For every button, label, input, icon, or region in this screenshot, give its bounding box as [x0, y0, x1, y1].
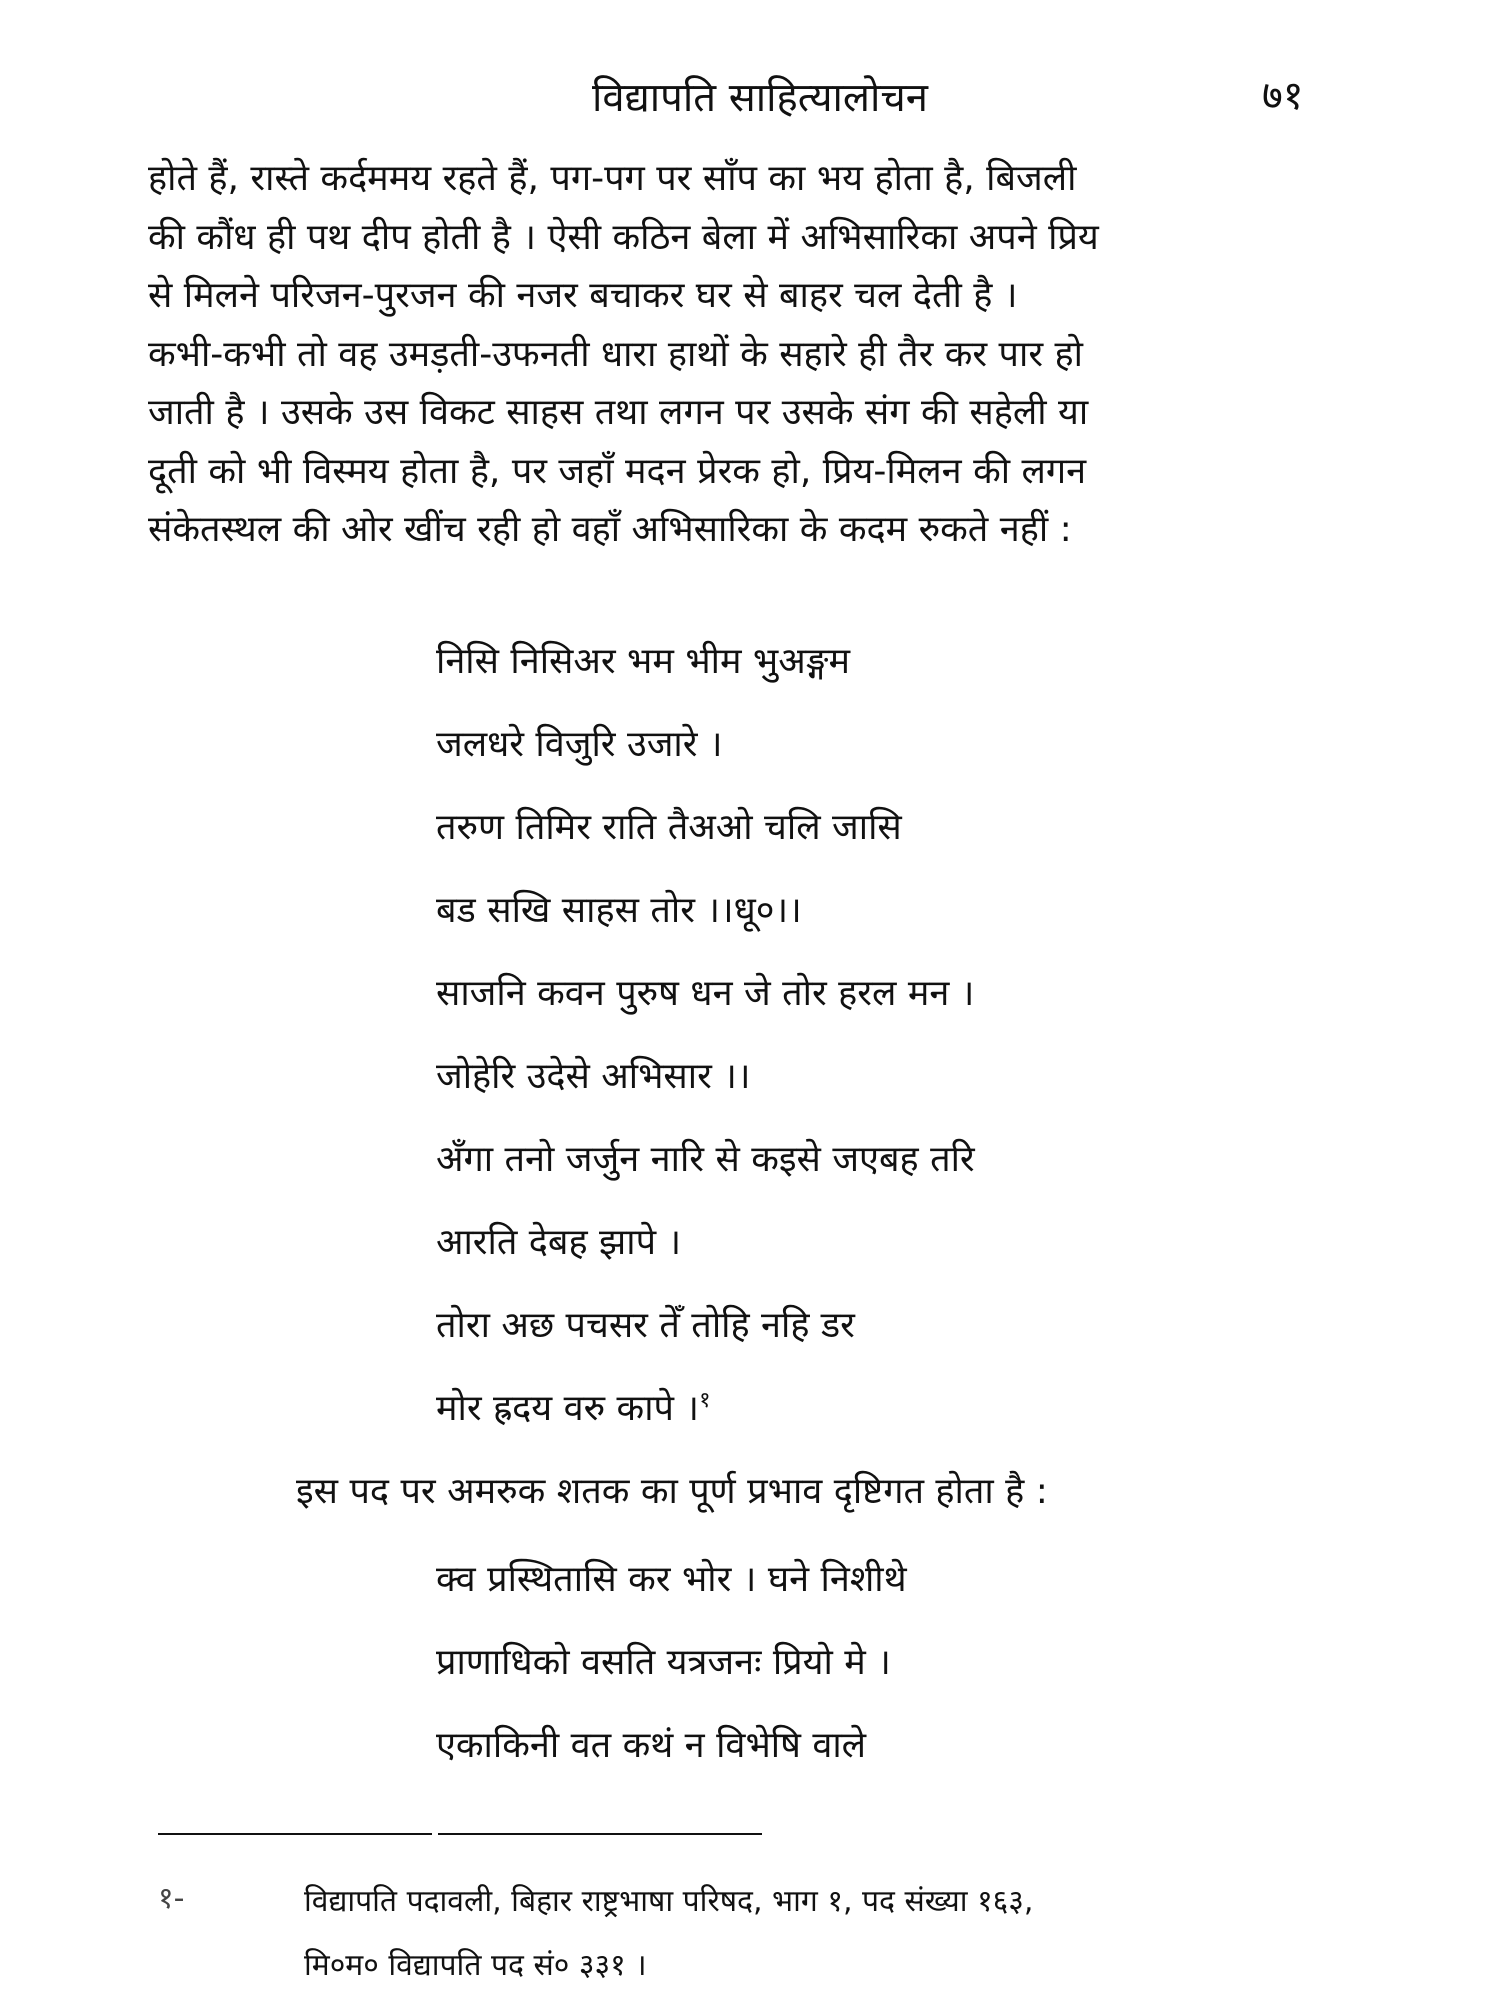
footnote-line: मि०म० विद्यापति पद सं० ३३१ ।: [304, 1948, 647, 1983]
verse-line: साजनि कवन पुरुष धन जे तोर हरल मन ।: [436, 973, 975, 1014]
body-paragraph: [148, 150, 1370, 560]
verse-line: निसि निसिअर भम भीम भुअङ्गम: [436, 641, 851, 682]
verse-line: बड सखि साहस तोर ।।धू०।।: [436, 890, 802, 931]
paragraph-line: होते हैं, रास्ते कर्दममय रहते हैं, पग-पग पर साँप का भय होता है, बिजली: [148, 158, 1077, 199]
verse-line: जलधरे विजुरि उजारे ।: [436, 724, 723, 765]
verse-line: प्राणाधिको वसति यत्रजनः प्रियो मे ।: [436, 1642, 891, 1683]
verse-block-amaruka: [436, 1538, 1256, 1787]
running-header-title: विद्यापति साहित्यालोचन: [592, 75, 928, 121]
footnote-line: विद्यापति पदावली, बिहार राष्ट्रभाषा परिषद, भाग १, पद संख्या १६३,: [304, 1884, 1034, 1919]
verse-line: तोरा अछ पचसर तेँ तोहि नहि डर: [436, 1305, 855, 1346]
verse-block-vidyapati: [436, 620, 1256, 1450]
footnote-marker: १-: [158, 1881, 185, 1916]
paragraph-line: कभी-कभी तो वह उमड़ती-उफनती धारा हाथों के सहारे ही तैर कर पार हो: [148, 333, 1083, 375]
verse-line: एकाकिनी वत कथं न विभेषि वाले: [436, 1725, 867, 1766]
paragraph-line: से मिलने परिजन-पुरजन की नजर बचाकर घर से बाहर चल देती है ।: [148, 275, 1018, 316]
footnote-text: [304, 1870, 1374, 1998]
footnote-divider: [158, 1833, 762, 1835]
paragraph-line: जाती है । उसके उस विकट साहस तथा लगन पर उसके संग की सहेली या: [148, 392, 1089, 433]
verse-line: जोहेरि उदेसे अभिसार ।।: [436, 1056, 751, 1097]
paragraph-line: दूती को भी विस्मय होता है, पर जहाँ मदन प्रेरक हो, प्रिय-मिलन की लगन: [148, 450, 1087, 492]
verse-line: आरति देबह झापे ।: [436, 1222, 682, 1263]
verse-line: क्व प्रस्थितासि कर भोर । घने निशीथे: [436, 1559, 907, 1600]
verse-line: तरुण तिमिर राति तैअओ चलि जासि: [436, 807, 902, 848]
verse-line-text: मोर ह्रदय वरु कापे ।: [436, 1388, 700, 1429]
paragraph-line: की कौंध ही पथ दीप होती है । ऐसी कठिन बेला में अभिसारिका अपने प्रिय: [148, 216, 1099, 258]
verse-line: अँगा तनो जर्जुन नारि से कइसे जएबह तरि: [436, 1139, 975, 1180]
amaruka-intro-line: इस पद पर अमरुक शतक का पूर्ण प्रभाव दृष्टिगत होता है :: [296, 1471, 1048, 1512]
footnote-divider-break: [432, 1832, 438, 1836]
verse-line-with-footnote: [436, 1367, 1256, 1450]
paragraph-line: संकेतस्थल की ओर खींच रही हो वहाँ अभिसारिका के कदम रुकते नहीं :: [148, 509, 1072, 550]
page-number: ७१: [1262, 73, 1304, 119]
footnote-reference: १: [699, 1388, 711, 1413]
